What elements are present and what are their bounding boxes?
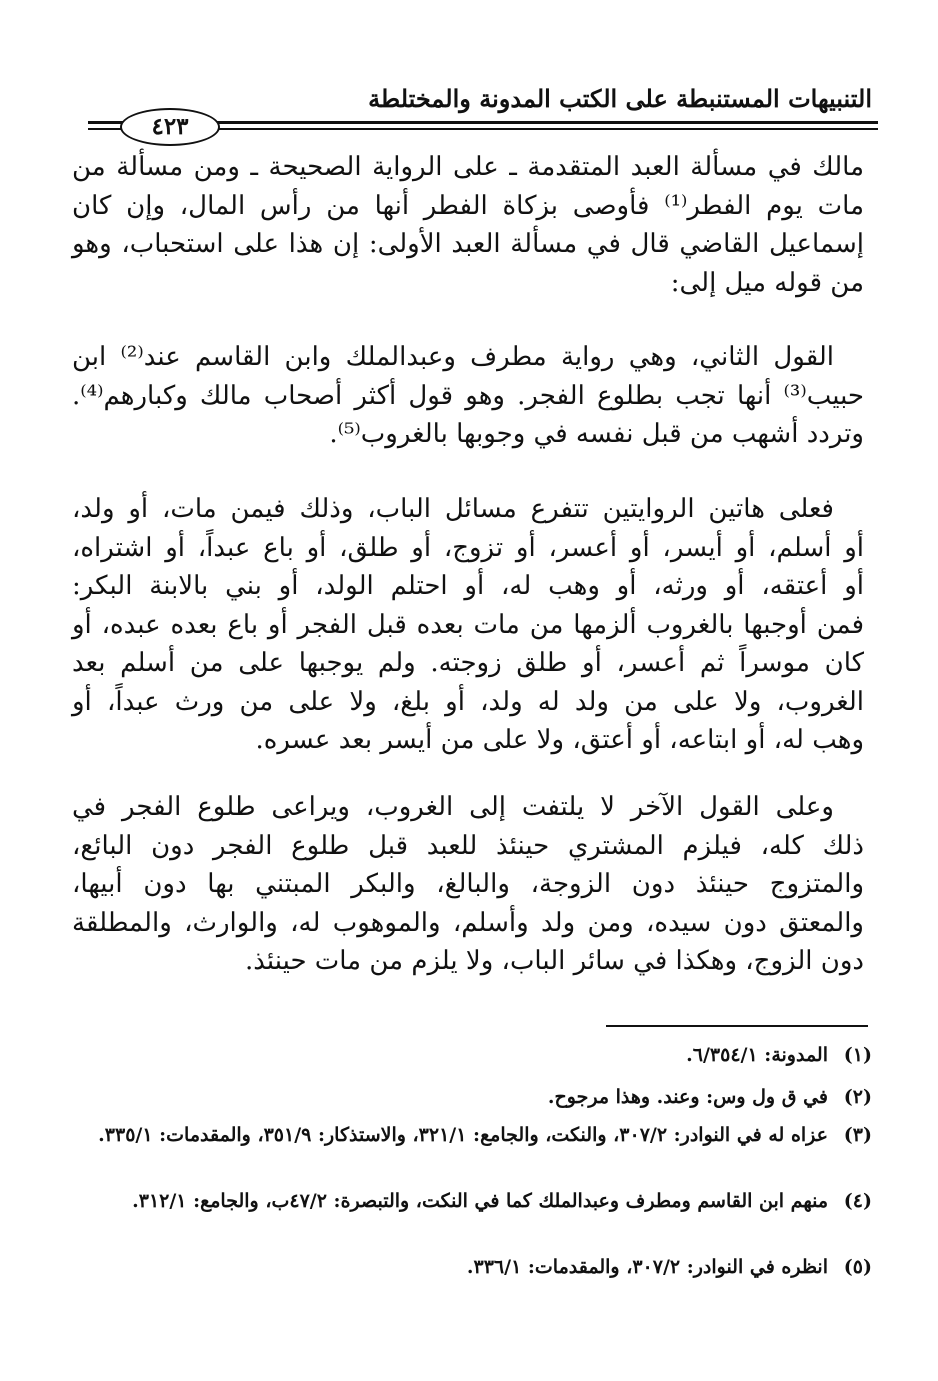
footnote [66, 1186, 872, 1216]
text-line: وهب له، أو ابتاعه، أو أعتق، ولا على من أيسر بعد عسره. [255, 725, 864, 755]
text-line: كان موسراً ثم أعسر، أو طلق زوجته. ولم يوجبها على من أسلم بعد [72, 648, 864, 678]
footnote-number: (٤) [843, 1190, 872, 1212]
footnote [66, 1252, 872, 1282]
footnote-number: (١) [843, 1044, 872, 1066]
text-line: فمن أوجبها بالغروب ألزمها من مات بعده قبل الفجر أو باع بعده عبده، أو [72, 609, 864, 640]
text-line: القول الثاني، وهي رواية مطرف وعبدالملك وابن القاسم عند⁽²⁾ ابن [72, 342, 835, 372]
footnote-text: في ق ول وس: وعند. وهذا مرجوح. [547, 1086, 828, 1108]
footnote [66, 1040, 872, 1070]
running-title: التنبيهات المستنبطة على الكتب المدونة والمختلطة [368, 84, 872, 113]
text-line: من قوله ميل إلى: [670, 267, 864, 298]
footnote [66, 1120, 872, 1150]
footnote-text: عزاه له في النوادر: ٣٠٧/٢، والنكت، والجامع: ٣٢١/١، والاستذكار: ٣٥١/٩، والمقدمات: ٣٣٥/١. [98, 1124, 828, 1146]
text-line: أو أعتقه، أو ورثه، أو وهب له، أو احتلم الولد، أو بني بالابنة البكر: [72, 571, 864, 601]
text-line: مالك في مسألة العبد المتقدمة ـ على الرواية الصحيحة ـ ومن مسألة من [72, 152, 864, 182]
text-line: والمعتق دون سيده، ومن ولد وأسلم، والموهوب له، والوارث، والمطلقة [72, 907, 864, 938]
text-line: دون الزوج، وهكذا في سائر الباب، ولا يلزم من مات حينئذ. [245, 946, 864, 976]
text-line: أو أسلم، أو أيسر، أو أعسر، أو تزوج، أو طلق، أو باع عبداً، أو اشتراه، [72, 532, 864, 563]
footnote-separator [606, 1025, 868, 1027]
footnote-text: انظره في النوادر: ٣٠٧/٢، والمقدمات: ٣٣٦/١. [466, 1256, 828, 1278]
paragraph-4 [72, 788, 864, 981]
paragraph-2 [72, 338, 864, 454]
text-line: والمتزوج حينئذ دون الزوجة، والبالغ، والبكر المبتني بها دون أبيها، [72, 869, 864, 899]
text-line: وتردد أشهب من قبل نفسه في وجوبها بالغروب⁽⁵⁾. [329, 419, 864, 449]
text-line: حبيب⁽³⁾ أنها تجب بطلوع الفجر. وهو قول أكثر أصحاب مالك وكبارهم⁽⁴⁾. [72, 380, 864, 411]
footnote-text: منهم ابن القاسم ومطرف وعبدالملك كما في النكت، والتبصرة: ٤٧/٢ب، والجامع: ٣١٢/١. [132, 1190, 828, 1212]
footnote [66, 1082, 872, 1112]
footnote-number: (٣) [843, 1124, 872, 1146]
text-line: الغروب، ولا على من ولد له ولد، أو بلغ، ولا على من ورث عبداً، أو [72, 686, 864, 717]
page-number: ٤٢٣ [120, 108, 220, 146]
text-line: مات يوم الفطر⁽¹⁾ فأوصى بزكاة الفطر أنها من رأس المال، وإن كان [72, 190, 864, 221]
paragraph-1 [72, 148, 864, 302]
footnote-number: (٥) [843, 1256, 872, 1278]
text-line: فعلى هاتين الروايتين تتفرع مسائل الباب، وذلك فيمن مات، أو ولد، [72, 494, 834, 524]
text-line: إسماعيل القاضي قال في مسألة العبد الأولى: إن هذا على استحباب، وهو [72, 229, 864, 259]
text-line: ذلك كله، فيلزم المشتري حينئذ للعبد قبل طلوع الفجر دون البائع، [72, 830, 864, 861]
footnote-number: (٢) [843, 1086, 872, 1108]
paragraph-3 [72, 490, 864, 760]
footnote-text: المدونة: ٦/٣٥٤/١. [686, 1044, 828, 1066]
text-line: وعلى القول الآخر لا يلتفت إلى الغروب، ويراعى طلوع الفجر في [72, 792, 834, 822]
